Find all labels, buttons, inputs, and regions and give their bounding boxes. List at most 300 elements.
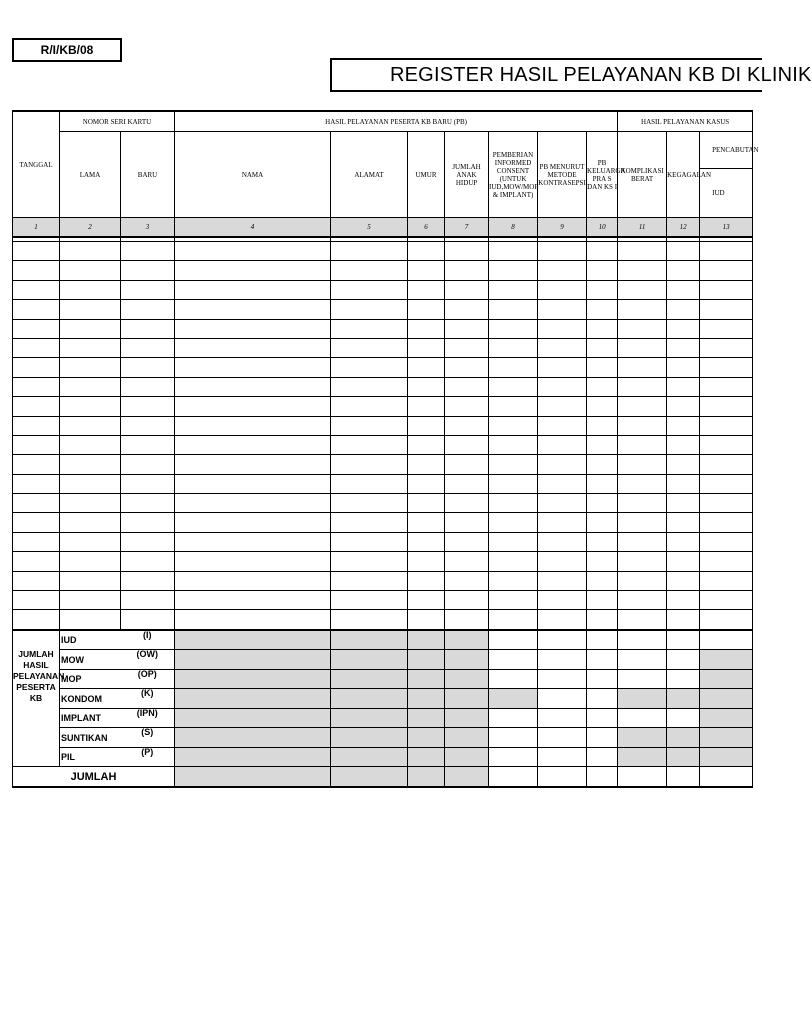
entry-cell[interactable]	[618, 494, 667, 513]
entry-cell[interactable]	[408, 280, 445, 299]
entry-cell[interactable]	[13, 300, 60, 319]
total-cell[interactable]	[618, 767, 667, 788]
entry-cell[interactable]	[587, 435, 618, 454]
entry-cell[interactable]	[445, 377, 489, 396]
entry-cell[interactable]	[175, 552, 331, 571]
summary-cell[interactable]	[331, 708, 408, 728]
entry-cell[interactable]	[587, 474, 618, 493]
entry-cell[interactable]	[538, 610, 587, 630]
entry-cell[interactable]	[408, 319, 445, 338]
entry-cell[interactable]	[60, 474, 121, 493]
entry-cell[interactable]	[538, 571, 587, 590]
summary-cell[interactable]	[587, 747, 618, 767]
summary-cell[interactable]	[618, 728, 667, 748]
entry-cell[interactable]	[331, 397, 408, 416]
entry-cell[interactable]	[667, 513, 700, 532]
entry-cell[interactable]	[667, 338, 700, 357]
entry-cell[interactable]	[667, 455, 700, 474]
entry-cell[interactable]	[587, 571, 618, 590]
summary-cell[interactable]	[700, 708, 753, 728]
entry-cell[interactable]	[331, 571, 408, 590]
entry-cell[interactable]	[538, 532, 587, 551]
entry-cell[interactable]	[700, 435, 753, 454]
entry-cell[interactable]	[445, 358, 489, 377]
summary-cell[interactable]	[331, 669, 408, 689]
entry-cell[interactable]	[408, 338, 445, 357]
entry-cell[interactable]	[667, 300, 700, 319]
entry-cell[interactable]	[331, 532, 408, 551]
entry-cell[interactable]	[331, 455, 408, 474]
entry-cell[interactable]	[60, 300, 121, 319]
entry-cell[interactable]	[618, 338, 667, 357]
entry-cell[interactable]	[489, 397, 538, 416]
entry-cell[interactable]	[489, 416, 538, 435]
summary-cell[interactable]	[489, 747, 538, 767]
entry-cell[interactable]	[408, 610, 445, 630]
entry-cell[interactable]	[489, 474, 538, 493]
entry-cell[interactable]	[445, 416, 489, 435]
entry-cell[interactable]	[445, 474, 489, 493]
entry-cell[interactable]	[331, 242, 408, 261]
entry-cell[interactable]	[489, 571, 538, 590]
entry-cell[interactable]	[331, 416, 408, 435]
entry-cell[interactable]	[445, 532, 489, 551]
entry-cell[interactable]	[60, 532, 121, 551]
entry-cell[interactable]	[587, 397, 618, 416]
summary-cell[interactable]	[175, 630, 331, 650]
entry-cell[interactable]	[331, 261, 408, 280]
summary-cell[interactable]	[489, 689, 538, 709]
entry-cell[interactable]	[489, 319, 538, 338]
entry-cell[interactable]	[13, 416, 60, 435]
entry-cell[interactable]	[175, 416, 331, 435]
entry-cell[interactable]	[700, 358, 753, 377]
entry-cell[interactable]	[618, 377, 667, 396]
summary-cell[interactable]	[618, 747, 667, 767]
entry-cell[interactable]	[331, 494, 408, 513]
entry-cell[interactable]	[587, 455, 618, 474]
entry-cell[interactable]	[13, 242, 60, 261]
entry-cell[interactable]	[445, 261, 489, 280]
entry-cell[interactable]	[408, 494, 445, 513]
entry-cell[interactable]	[121, 435, 175, 454]
entry-cell[interactable]	[489, 377, 538, 396]
entry-cell[interactable]	[121, 397, 175, 416]
entry-cell[interactable]	[60, 242, 121, 261]
summary-cell[interactable]	[700, 669, 753, 689]
entry-cell[interactable]	[121, 513, 175, 532]
entry-cell[interactable]	[175, 300, 331, 319]
entry-cell[interactable]	[408, 358, 445, 377]
entry-cell[interactable]	[667, 610, 700, 630]
entry-cell[interactable]	[587, 591, 618, 610]
entry-cell[interactable]	[489, 435, 538, 454]
entry-cell[interactable]	[175, 319, 331, 338]
entry-cell[interactable]	[331, 474, 408, 493]
summary-cell[interactable]	[408, 747, 445, 767]
entry-cell[interactable]	[121, 261, 175, 280]
entry-cell[interactable]	[538, 416, 587, 435]
entry-cell[interactable]	[13, 280, 60, 299]
entry-cell[interactable]	[175, 435, 331, 454]
entry-cell[interactable]	[331, 377, 408, 396]
entry-cell[interactable]	[13, 474, 60, 493]
summary-cell[interactable]	[175, 669, 331, 689]
entry-cell[interactable]	[538, 377, 587, 396]
entry-cell[interactable]	[489, 242, 538, 261]
entry-cell[interactable]	[700, 319, 753, 338]
entry-cell[interactable]	[445, 338, 489, 357]
summary-cell[interactable]	[618, 689, 667, 709]
summary-cell[interactable]	[489, 650, 538, 670]
entry-cell[interactable]	[587, 319, 618, 338]
entry-cell[interactable]	[667, 435, 700, 454]
entry-cell[interactable]	[408, 397, 445, 416]
summary-cell[interactable]	[408, 650, 445, 670]
entry-cell[interactable]	[489, 610, 538, 630]
entry-cell[interactable]	[408, 532, 445, 551]
entry-cell[interactable]	[121, 474, 175, 493]
summary-cell[interactable]	[408, 708, 445, 728]
summary-cell[interactable]	[538, 747, 587, 767]
entry-cell[interactable]	[587, 338, 618, 357]
entry-cell[interactable]	[121, 300, 175, 319]
entry-cell[interactable]	[13, 591, 60, 610]
entry-cell[interactable]	[538, 455, 587, 474]
entry-cell[interactable]	[667, 552, 700, 571]
summary-cell[interactable]	[618, 650, 667, 670]
entry-cell[interactable]	[13, 494, 60, 513]
entry-cell[interactable]	[13, 338, 60, 357]
entry-cell[interactable]	[667, 532, 700, 551]
entry-cell[interactable]	[175, 397, 331, 416]
entry-cell[interactable]	[538, 474, 587, 493]
entry-cell[interactable]	[331, 358, 408, 377]
entry-cell[interactable]	[618, 397, 667, 416]
summary-cell[interactable]	[538, 708, 587, 728]
summary-cell[interactable]	[700, 747, 753, 767]
entry-cell[interactable]	[331, 591, 408, 610]
entry-cell[interactable]	[175, 494, 331, 513]
entry-cell[interactable]	[13, 397, 60, 416]
entry-cell[interactable]	[175, 532, 331, 551]
summary-cell[interactable]	[331, 689, 408, 709]
total-cell[interactable]	[538, 767, 587, 788]
entry-cell[interactable]	[618, 474, 667, 493]
summary-cell[interactable]	[700, 650, 753, 670]
entry-cell[interactable]	[408, 513, 445, 532]
entry-cell[interactable]	[445, 571, 489, 590]
entry-cell[interactable]	[60, 455, 121, 474]
entry-cell[interactable]	[13, 532, 60, 551]
summary-cell[interactable]	[331, 630, 408, 650]
entry-cell[interactable]	[700, 513, 753, 532]
summary-cell[interactable]	[618, 669, 667, 689]
entry-cell[interactable]	[408, 474, 445, 493]
summary-cell[interactable]	[587, 650, 618, 670]
entry-cell[interactable]	[445, 494, 489, 513]
summary-cell[interactable]	[587, 689, 618, 709]
entry-cell[interactable]	[700, 416, 753, 435]
entry-cell[interactable]	[700, 242, 753, 261]
entry-cell[interactable]	[700, 591, 753, 610]
entry-cell[interactable]	[700, 377, 753, 396]
entry-cell[interactable]	[60, 513, 121, 532]
total-cell[interactable]	[445, 767, 489, 788]
entry-cell[interactable]	[60, 494, 121, 513]
entry-cell[interactable]	[700, 532, 753, 551]
entry-cell[interactable]	[587, 552, 618, 571]
entry-cell[interactable]	[331, 300, 408, 319]
entry-cell[interactable]	[175, 455, 331, 474]
summary-cell[interactable]	[667, 630, 700, 650]
summary-cell[interactable]	[445, 708, 489, 728]
entry-cell[interactable]	[121, 242, 175, 261]
entry-cell[interactable]	[13, 513, 60, 532]
entry-cell[interactable]	[618, 416, 667, 435]
entry-cell[interactable]	[331, 280, 408, 299]
summary-cell[interactable]	[175, 747, 331, 767]
entry-cell[interactable]	[175, 280, 331, 299]
entry-cell[interactable]	[13, 261, 60, 280]
entry-cell[interactable]	[700, 552, 753, 571]
summary-cell[interactable]	[489, 669, 538, 689]
entry-cell[interactable]	[618, 319, 667, 338]
summary-cell[interactable]	[408, 689, 445, 709]
entry-cell[interactable]	[175, 474, 331, 493]
entry-cell[interactable]	[700, 338, 753, 357]
entry-cell[interactable]	[331, 610, 408, 630]
entry-cell[interactable]	[700, 280, 753, 299]
entry-cell[interactable]	[175, 591, 331, 610]
entry-cell[interactable]	[618, 552, 667, 571]
total-cell[interactable]	[700, 767, 753, 788]
entry-cell[interactable]	[538, 552, 587, 571]
entry-cell[interactable]	[618, 571, 667, 590]
summary-cell[interactable]	[700, 689, 753, 709]
entry-cell[interactable]	[667, 416, 700, 435]
entry-cell[interactable]	[60, 397, 121, 416]
entry-cell[interactable]	[408, 300, 445, 319]
summary-cell[interactable]	[538, 669, 587, 689]
entry-cell[interactable]	[60, 435, 121, 454]
entry-cell[interactable]	[538, 261, 587, 280]
entry-cell[interactable]	[538, 494, 587, 513]
summary-cell[interactable]	[538, 650, 587, 670]
entry-cell[interactable]	[587, 513, 618, 532]
summary-cell[interactable]	[700, 728, 753, 748]
entry-cell[interactable]	[587, 610, 618, 630]
entry-cell[interactable]	[408, 571, 445, 590]
entry-cell[interactable]	[331, 435, 408, 454]
entry-cell[interactable]	[618, 435, 667, 454]
summary-cell[interactable]	[445, 630, 489, 650]
entry-cell[interactable]	[445, 435, 489, 454]
entry-cell[interactable]	[408, 242, 445, 261]
summary-cell[interactable]	[331, 650, 408, 670]
entry-cell[interactable]	[667, 571, 700, 590]
total-cell[interactable]	[175, 767, 331, 788]
entry-cell[interactable]	[445, 552, 489, 571]
entry-cell[interactable]	[175, 571, 331, 590]
entry-cell[interactable]	[667, 261, 700, 280]
entry-cell[interactable]	[700, 455, 753, 474]
entry-cell[interactable]	[667, 591, 700, 610]
entry-cell[interactable]	[121, 319, 175, 338]
entry-cell[interactable]	[60, 571, 121, 590]
entry-cell[interactable]	[121, 610, 175, 630]
entry-cell[interactable]	[587, 242, 618, 261]
entry-cell[interactable]	[538, 280, 587, 299]
summary-cell[interactable]	[587, 708, 618, 728]
entry-cell[interactable]	[121, 571, 175, 590]
entry-cell[interactable]	[175, 513, 331, 532]
entry-cell[interactable]	[13, 455, 60, 474]
entry-cell[interactable]	[445, 242, 489, 261]
summary-cell[interactable]	[489, 630, 538, 650]
summary-cell[interactable]	[538, 689, 587, 709]
entry-cell[interactable]	[700, 261, 753, 280]
entry-cell[interactable]	[587, 358, 618, 377]
entry-cell[interactable]	[667, 280, 700, 299]
entry-cell[interactable]	[700, 300, 753, 319]
entry-cell[interactable]	[618, 591, 667, 610]
entry-cell[interactable]	[489, 552, 538, 571]
entry-cell[interactable]	[618, 261, 667, 280]
entry-cell[interactable]	[538, 397, 587, 416]
entry-cell[interactable]	[13, 435, 60, 454]
entry-cell[interactable]	[60, 377, 121, 396]
entry-cell[interactable]	[587, 261, 618, 280]
entry-cell[interactable]	[587, 416, 618, 435]
entry-cell[interactable]	[408, 552, 445, 571]
summary-cell[interactable]	[667, 650, 700, 670]
entry-cell[interactable]	[408, 416, 445, 435]
summary-cell[interactable]	[445, 728, 489, 748]
entry-cell[interactable]	[587, 377, 618, 396]
total-cell[interactable]	[587, 767, 618, 788]
total-cell[interactable]	[667, 767, 700, 788]
entry-cell[interactable]	[667, 358, 700, 377]
entry-cell[interactable]	[13, 571, 60, 590]
entry-cell[interactable]	[408, 591, 445, 610]
entry-cell[interactable]	[700, 474, 753, 493]
summary-cell[interactable]	[667, 747, 700, 767]
summary-cell[interactable]	[175, 708, 331, 728]
entry-cell[interactable]	[13, 319, 60, 338]
entry-cell[interactable]	[538, 435, 587, 454]
entry-cell[interactable]	[587, 280, 618, 299]
entry-cell[interactable]	[538, 338, 587, 357]
entry-cell[interactable]	[60, 552, 121, 571]
entry-cell[interactable]	[121, 358, 175, 377]
summary-cell[interactable]	[408, 669, 445, 689]
entry-cell[interactable]	[618, 532, 667, 551]
entry-cell[interactable]	[667, 397, 700, 416]
entry-cell[interactable]	[175, 358, 331, 377]
entry-cell[interactable]	[445, 513, 489, 532]
entry-cell[interactable]	[489, 300, 538, 319]
entry-cell[interactable]	[408, 377, 445, 396]
entry-cell[interactable]	[121, 338, 175, 357]
summary-cell[interactable]	[175, 650, 331, 670]
entry-cell[interactable]	[121, 416, 175, 435]
summary-cell[interactable]	[331, 747, 408, 767]
entry-cell[interactable]	[700, 397, 753, 416]
entry-cell[interactable]	[667, 377, 700, 396]
summary-cell[interactable]	[587, 728, 618, 748]
entry-cell[interactable]	[489, 261, 538, 280]
summary-cell[interactable]	[618, 630, 667, 650]
entry-cell[interactable]	[445, 591, 489, 610]
entry-cell[interactable]	[618, 455, 667, 474]
entry-cell[interactable]	[121, 591, 175, 610]
entry-cell[interactable]	[538, 591, 587, 610]
entry-cell[interactable]	[331, 552, 408, 571]
entry-cell[interactable]	[538, 513, 587, 532]
entry-cell[interactable]	[700, 494, 753, 513]
entry-cell[interactable]	[445, 610, 489, 630]
summary-cell[interactable]	[408, 630, 445, 650]
entry-cell[interactable]	[538, 242, 587, 261]
summary-cell[interactable]	[538, 728, 587, 748]
entry-cell[interactable]	[175, 338, 331, 357]
entry-cell[interactable]	[60, 280, 121, 299]
entry-cell[interactable]	[60, 358, 121, 377]
entry-cell[interactable]	[175, 610, 331, 630]
entry-cell[interactable]	[331, 319, 408, 338]
summary-cell[interactable]	[445, 669, 489, 689]
entry-cell[interactable]	[121, 280, 175, 299]
summary-cell[interactable]	[587, 630, 618, 650]
entry-cell[interactable]	[445, 455, 489, 474]
entry-cell[interactable]	[175, 242, 331, 261]
summary-cell[interactable]	[667, 669, 700, 689]
summary-cell[interactable]	[175, 728, 331, 748]
summary-cell[interactable]	[618, 708, 667, 728]
entry-cell[interactable]	[618, 358, 667, 377]
entry-cell[interactable]	[667, 474, 700, 493]
entry-cell[interactable]	[60, 319, 121, 338]
entry-cell[interactable]	[700, 610, 753, 630]
summary-cell[interactable]	[331, 728, 408, 748]
summary-cell[interactable]	[489, 708, 538, 728]
entry-cell[interactable]	[60, 416, 121, 435]
summary-cell[interactable]	[587, 669, 618, 689]
entry-cell[interactable]	[489, 358, 538, 377]
entry-cell[interactable]	[667, 242, 700, 261]
entry-cell[interactable]	[700, 571, 753, 590]
entry-cell[interactable]	[331, 338, 408, 357]
entry-cell[interactable]	[60, 261, 121, 280]
entry-cell[interactable]	[445, 280, 489, 299]
summary-cell[interactable]	[667, 708, 700, 728]
entry-cell[interactable]	[408, 455, 445, 474]
entry-cell[interactable]	[587, 532, 618, 551]
total-cell[interactable]	[408, 767, 445, 788]
entry-cell[interactable]	[445, 300, 489, 319]
entry-cell[interactable]	[121, 455, 175, 474]
entry-cell[interactable]	[331, 513, 408, 532]
entry-cell[interactable]	[489, 591, 538, 610]
entry-cell[interactable]	[121, 377, 175, 396]
entry-cell[interactable]	[618, 513, 667, 532]
entry-cell[interactable]	[13, 358, 60, 377]
entry-cell[interactable]	[538, 319, 587, 338]
summary-cell[interactable]	[489, 728, 538, 748]
summary-cell[interactable]	[667, 728, 700, 748]
entry-cell[interactable]	[667, 319, 700, 338]
